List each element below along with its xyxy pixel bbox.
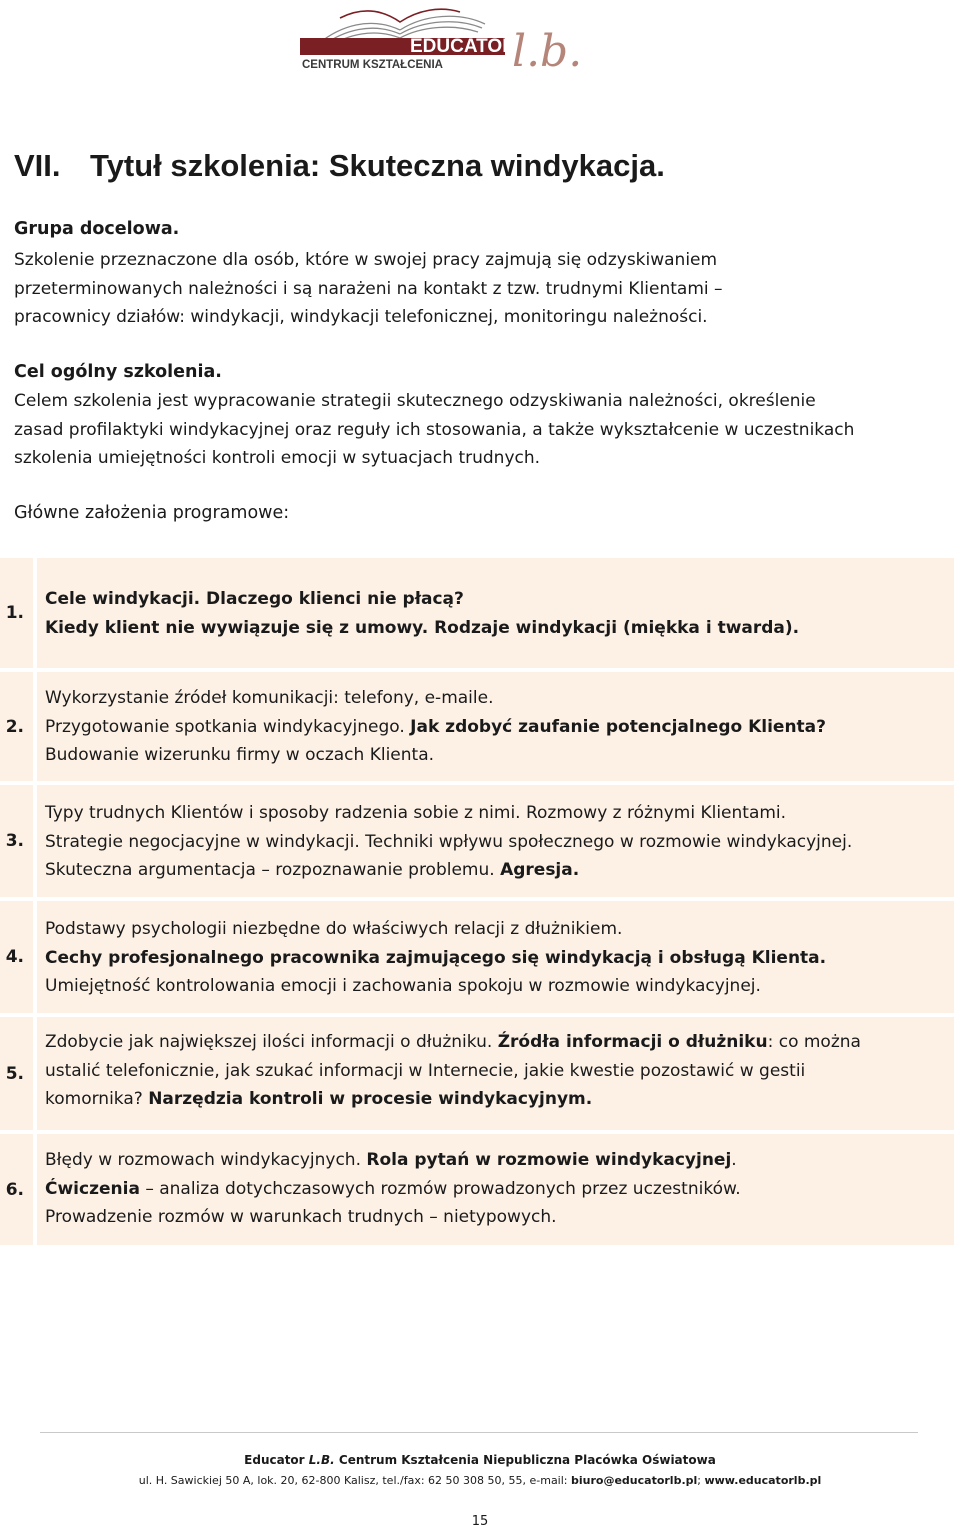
program-row-content	[37, 1134, 954, 1245]
text-line	[45, 1175, 954, 1204]
text-line: Strategie negocjacyjne w windykacji. Techniki wpływu społecznego w rozmowie windykacyjnej.	[45, 831, 853, 852]
program-row	[0, 901, 954, 1017]
footer-organization	[0, 1453, 960, 1467]
program-row-content	[37, 1017, 954, 1130]
target-group-heading: Grupa docelowa.	[14, 219, 180, 239]
title-number: VII.	[14, 148, 61, 183]
educator-logo	[300, 4, 600, 74]
text-line: Podstawy psychologii niezbędne do właściwych relacji z dłużnikiem.	[45, 919, 623, 939]
logo-script-text: l.b.	[512, 26, 583, 74]
text-segment-bold: Ćwiczenia	[45, 1178, 140, 1199]
text-line: Typy trudnych Klientów i sposoby radzenia sobie z nimi. Rozmowy z różnymi Klientami.	[45, 803, 787, 823]
footer-text: Centrum Kształcenia Niepubliczna Placówka Oświatowa	[334, 1453, 716, 1467]
text-line: przeterminowanych należności i są narażeni na kontakt z tzw. trudnymi Klientami –	[14, 278, 723, 299]
text-segment: .	[731, 1150, 737, 1170]
footer-divider	[40, 1432, 918, 1433]
text-segment: Błędy w rozmowach windykacyjnych.	[45, 1150, 367, 1170]
program-row-content	[37, 785, 954, 897]
text-segment: Zdobycie jak największej ilości informacji o dłużniku.	[45, 1032, 498, 1052]
text-line: szkolenia umiejętności kontroli emocji w sytuacjach trudnych.	[14, 448, 541, 468]
text-line	[45, 856, 954, 885]
footer-text-italic: L.B.	[308, 1453, 335, 1467]
program-row-content	[37, 558, 954, 668]
page-title	[14, 148, 665, 184]
footer-text: Educator	[244, 1453, 309, 1467]
text-segment: komornika?	[45, 1089, 149, 1109]
program-table	[0, 558, 954, 1249]
text-segment: : co można	[767, 1032, 861, 1052]
text-line: pracownicy działów: windykacji, windykacji telefonicznej, monitoringu należności.	[14, 307, 708, 327]
program-heading: Główne założenia programowe:	[14, 503, 290, 523]
program-row-number: 6.	[0, 1134, 37, 1245]
page-number: 15	[471, 1514, 489, 1529]
logo-brand-text: EDUCATOR	[410, 36, 516, 57]
program-row	[0, 558, 954, 672]
text-segment-bold: Narzędzia kontroli w procesie windykacyjnym.	[148, 1089, 593, 1109]
footer-address: ul. H. Sawickiej 50 A, lok. 20, 62-800 Kalisz, tel./fax: 62 50 308 50, 55, e-mail:	[138, 1474, 571, 1487]
title-text: Tytuł szkolenia: Skuteczna windykacja.	[90, 148, 665, 183]
logo-subtitle: CENTRUM KSZTAŁCENIA	[302, 59, 443, 71]
program-row	[0, 1134, 954, 1249]
text-line: zasad profilaktyki windykacyjnej oraz reguły ich stosowania, a także wykształcenie w uczestnikach	[14, 419, 855, 440]
target-group-paragraph	[14, 246, 723, 332]
footer-separator: ;	[697, 1474, 705, 1487]
text-line	[45, 713, 954, 742]
program-row	[0, 785, 954, 901]
text-line: Kiedy klient nie wywiązuje się z umowy. Rodzaje windykacji (miękka i twarda).	[45, 617, 800, 638]
text-line: Budowanie wizerunku firmy w oczach Klienta.	[45, 745, 435, 765]
text-line: Wykorzystanie źródeł komunikacji: telefony, e-maile.	[45, 688, 494, 708]
program-row-number: 1.	[0, 558, 37, 668]
text-line: Prowadzenie rozmów w warunkach trudnych – nietypowych.	[45, 1207, 557, 1227]
text-segment-bold: Jak zdobyć zaufanie potencjalnego Klienta?	[410, 716, 827, 737]
educator-logo-graphic	[300, 4, 600, 74]
text-line: Cechy profesjonalnego pracownika zajmującego się windykacją i obsługą Klienta.	[45, 947, 827, 968]
footer-website-link[interactable]: www.educatorlb.pl	[704, 1474, 822, 1487]
footer-email-link[interactable]: biuro@educatorlb.pl	[571, 1474, 698, 1487]
text-line	[45, 1146, 954, 1175]
program-row	[0, 1017, 954, 1134]
text-line	[45, 1028, 954, 1057]
program-row-number: 2.	[0, 672, 37, 781]
general-goal-paragraph	[14, 387, 854, 473]
program-row-content	[37, 672, 954, 781]
text-segment: Skuteczna argumentacja – rozpoznawanie problemu.	[45, 860, 501, 880]
text-line: ustalić telefonicznie, jak szukać informacji w Internecie, jakie kwestie pozostawić w gestii	[45, 1060, 806, 1081]
text-segment-bold: Rola pytań w rozmowie windykacyjnej	[366, 1150, 732, 1170]
text-segment-bold: Źródła informacji o dłużniku	[497, 1032, 768, 1052]
program-row-content	[37, 901, 954, 1013]
program-row	[0, 672, 954, 785]
text-line: Umiejętność kontrolowania emocji i zachowania spokoju w rozmowie windykacyjnej.	[45, 976, 761, 996]
text-segment-bold: Agresja.	[500, 860, 580, 880]
program-row-number: 5.	[0, 1017, 37, 1130]
program-row-number: 4.	[0, 901, 37, 1013]
text-segment: Przygotowanie spotkania windykacyjnego.	[45, 716, 411, 737]
text-line: Cele windykacji. Dlaczego klienci nie płacą?	[45, 589, 464, 609]
general-goal-heading: Cel ogólny szkolenia.	[14, 362, 222, 382]
text-line: Celem szkolenia jest wypracowanie strategii skutecznego odzyskiwania należności, określenie	[14, 391, 816, 411]
text-line	[45, 1085, 954, 1114]
footer-contact	[0, 1474, 960, 1487]
text-line: Szkolenie przeznaczone dla osób, które w swojej pracy zajmują się odzyskiwaniem	[14, 250, 718, 270]
text-segment: – analiza dotychczasowych rozmów prowadzonych przez uczestników.	[139, 1178, 741, 1199]
program-row-number: 3.	[0, 785, 37, 897]
